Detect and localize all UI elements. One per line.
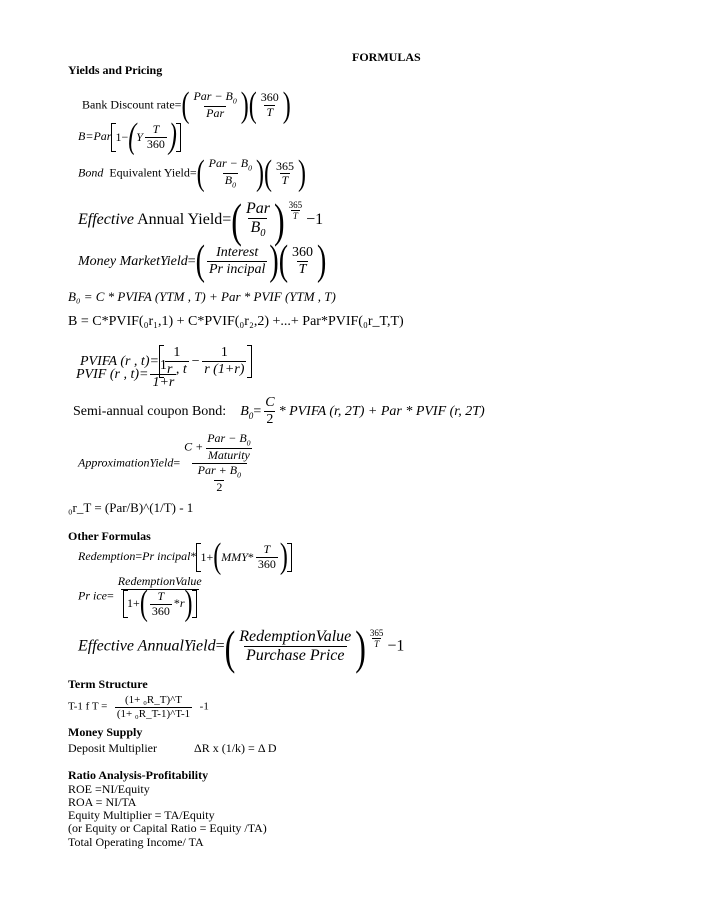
approx-dd: 2 <box>216 480 223 495</box>
ratio-total-operating-income: Total Operating Income/ TA <box>68 835 204 849</box>
red-t: T <box>263 542 271 556</box>
eay2-label: Effective AnnualYield <box>78 637 216 655</box>
semi-rest: * PVIFA (r, 2T) + Par * PVIF (r, 2T) <box>278 403 485 419</box>
bdr-360: 360 <box>260 90 279 105</box>
bill-price-par: Par <box>93 129 112 144</box>
pvif-lhs: PVIF <box>76 366 107 382</box>
eay2-numerator: RedemptionValue <box>239 628 352 645</box>
bey-numerator: Par − B <box>208 156 249 170</box>
red-mmy: MMY <box>221 549 248 564</box>
formula-approximation-yield: ApproximationYield= C + $\frac{Par - B_0}{\text{Maturity}}$ $\frac{Par + B_0}{2}$ <box>78 431 251 495</box>
price-360: 360 <box>151 603 170 618</box>
mmy-360: 360 <box>292 245 314 260</box>
formula-pvifa: PVIFA (r , t)= $\frac{1}{r , t}$ − $\frac{1}{r (1+r)}$ <box>80 345 252 378</box>
price-lhs: Pr ice <box>78 588 107 603</box>
eay-exp-den: T <box>292 211 298 222</box>
section-ratio-analysis: Ratio Analysis-Profitability <box>68 768 209 782</box>
approx-pd: Maturity <box>207 448 250 463</box>
mmy-label: Money MarketYield <box>78 253 188 269</box>
pvifa-args: r , t <box>124 353 145 369</box>
formula-forward-rate <box>68 694 209 720</box>
eay2-tail: −1 <box>387 637 405 655</box>
bill-price-lhs: B <box>78 129 86 144</box>
formula-price: Pr ice= RedemptionValue 1+ ( $\frac{T}{360}$ * r ) <box>78 574 202 624</box>
formula-effective-annual-yield-2: Effective AnnualYield= ( $\frac{\text{RedemptionValue}}{\text{Purchase Price}}$ ) $\frac{365}{T}$ −1 <box>78 619 405 674</box>
eay2-denominator: Purchase Price <box>246 647 345 665</box>
ratio-capital-ratio: (or Equity or Capital Ratio = Equity /TA) <box>68 821 267 835</box>
bank-discount-label: Bank Discount rate <box>82 97 175 112</box>
term-den: (1+ ₀R_T-1)^T-1 <box>116 707 191 720</box>
bill-price-t: T <box>152 122 160 136</box>
term-tail: -1 <box>199 700 209 713</box>
formula-bank-discount-rate: Bank Discount rate= ( $\frac{Par - B_0}{\text{Par}}$ ) ( $\frac{360}{T}$ ) <box>82 86 291 126</box>
formula-bond-price-ytm: B₀ = C * PVIFA (YTM , T) + Par * PVIF (YTM , T) <box>68 289 336 304</box>
ratio-roa: ROA = NI/TA <box>68 795 137 809</box>
formula-money-market-yield: Money MarketYield= ( $\frac{\text{Interest}}{\text{Pr incipal}}$ ) ( $\frac{360}{T}$ ) <box>78 237 327 285</box>
price-r: r <box>179 596 185 611</box>
section-yields-and-pricing: Yields and Pricing <box>68 63 163 77</box>
formula-semi-annual-coupon: Semi-annual coupon Bond: $B_0=$ $\frac{C}{2}$ * PVIFA (r, 2T) + Par * PVIF (r, 2T) <box>73 395 485 428</box>
pvif-one: 1 <box>159 358 167 373</box>
section-term-structure: Term Structure <box>68 677 148 691</box>
price-t: T <box>157 588 165 603</box>
bey-365: 365 <box>276 158 295 173</box>
semi-c: C <box>265 395 275 410</box>
bey-t: T <box>281 173 289 188</box>
eay-label: Annual Yield <box>137 210 223 228</box>
pvifa-den: r (1+r) <box>204 362 245 378</box>
formula-bond-price-spot: B = C*PVIF(₀r₁,1) + C*PVIF(₀r₂,2) +...+ Par*PVIF(₀r_T,T) <box>68 314 404 329</box>
pvifa-r: r , t <box>166 362 187 378</box>
ratio-roe: ROE =NI/Equity <box>68 782 150 796</box>
deposit-multiplier-label: Deposit Multiplier <box>68 741 157 755</box>
approx-dn: Par + B <box>197 463 238 478</box>
bdr-numerator: Par − B <box>193 89 233 103</box>
pvif-den: 1+r <box>152 375 175 391</box>
eay-denominator: B <box>250 219 261 237</box>
pvifa-lhs: PVIFA <box>80 353 117 369</box>
eay2-exp-num: 365 <box>369 628 384 638</box>
eay2-exp-den: T <box>374 639 380 650</box>
page-title: FORMULAS <box>352 50 421 64</box>
eay-tail: −1 <box>306 210 324 228</box>
mmy-numerator: Interest <box>216 245 259 260</box>
pvifa-one-a: 1 <box>173 345 181 360</box>
approx-c: C + <box>184 439 204 454</box>
red-principal: Pr incipal <box>142 549 191 564</box>
mmy-t: T <box>298 262 307 278</box>
price-num: RedemptionValue <box>117 574 202 588</box>
red-lhs: Redemption <box>78 549 136 564</box>
section-other-formulas: Other Formulas <box>68 529 151 543</box>
deposit-multiplier-formula: ΔR x (1/k) = Δ D <box>194 741 277 755</box>
eay-italic: Effective <box>78 210 134 228</box>
formula-bill-price: B=Par 1− ( Y $\frac{T}{360}$ ) <box>78 123 181 152</box>
pvif-args: r , t <box>114 366 135 382</box>
formula-bond-equivalent-yield: Bond Equivalent Yield= ( $\frac{Par - B_0}{B_0}$ ) ( $\frac{365}{T}$ ) <box>78 154 307 194</box>
bey-denominator: B <box>224 173 233 188</box>
term-lhs: T-1 f T = <box>68 700 108 713</box>
mmy-denominator: Pr incipal <box>209 262 266 278</box>
formula-redemption: Redemption=Pr incipal* 1+ ( MMY * $\frac{T}{360}$ ) <box>78 543 292 572</box>
eay-exp-num: 365 <box>288 200 303 210</box>
bey-label: Equivalent Yield <box>109 165 190 180</box>
formula-effective-annual-yield: Effective Annual Yield= ( $\frac{\text{Par}}{B_0}$ ) $\frac{365}{T}$ −1 <box>78 193 324 248</box>
formula-spot-rate: ₀r_T = (Par/B)^(1/T) - 1 <box>68 500 194 515</box>
ratio-equity-multiplier: Equity Multiplier = TA/Equity <box>68 808 215 822</box>
eay-numerator: Par <box>245 200 270 217</box>
bdr-t: T <box>266 105 274 120</box>
approx-pn: Par − B <box>207 431 247 445</box>
red-360: 360 <box>257 556 276 571</box>
term-num: (1+ ₀R_T)^T <box>124 694 183 706</box>
semi-b: B <box>240 403 249 419</box>
bill-price-one: 1− <box>115 129 129 144</box>
approx-label: ApproximationYield <box>78 455 174 470</box>
bill-price-360: 360 <box>146 136 165 151</box>
section-money-supply: Money Supply <box>68 725 143 739</box>
bey-italic: Bond <box>78 165 104 180</box>
semi-label: Semi-annual coupon Bond: <box>73 403 227 419</box>
bill-price-y: Y <box>136 129 143 144</box>
semi-2: 2 <box>266 412 274 428</box>
bdr-denominator: Par <box>206 106 225 121</box>
formula-pvif: PVIF (r , t)= $\frac{1}{1+r}$ <box>76 358 175 391</box>
pvifa-one-b: 1 <box>220 345 228 360</box>
